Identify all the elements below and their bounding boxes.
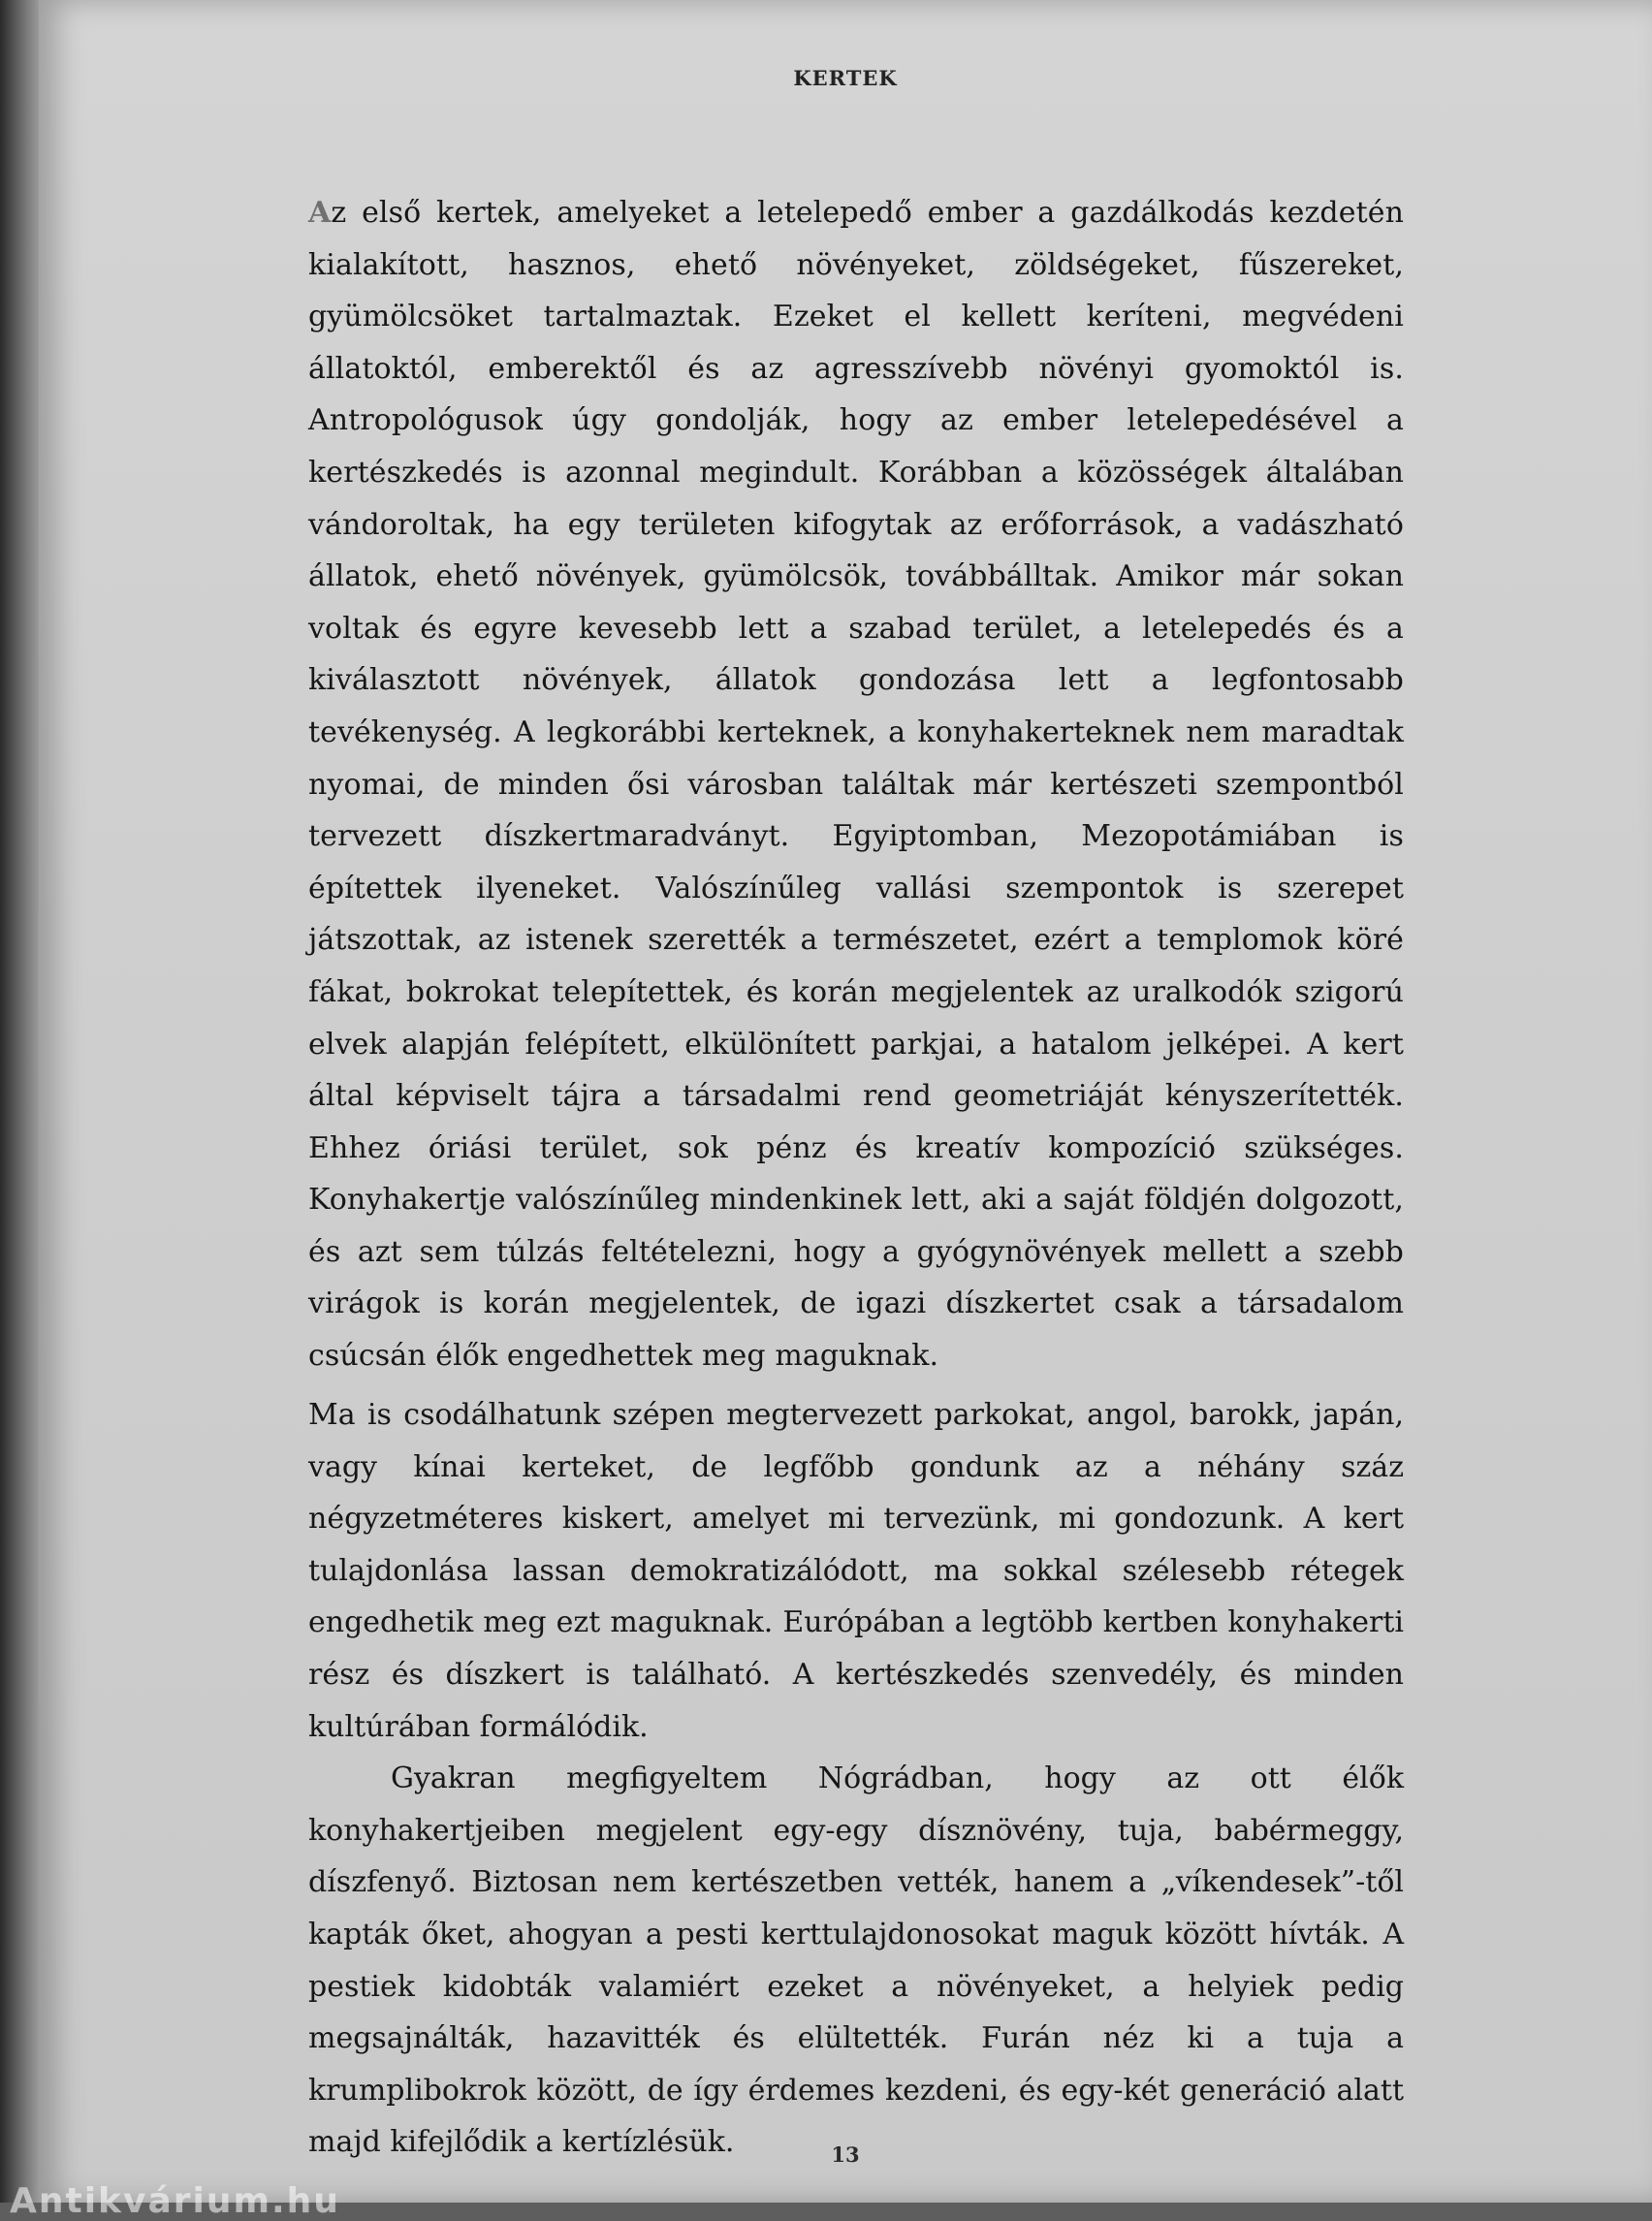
drop-initial: A — [308, 196, 332, 230]
paragraph-3: Gyakran megfigyeltem Nógrádban, hogy az ott élők konyhakertjeiben megjelent egy-egy dísznövény, tuja, babérmeggy, díszfenyő. Biztosan nem kertészetben vették, hanem a „víkendesek”-től kapták őket, ahogyan a pesti kerttulajdonosokat maguk között hívták. A pestiek kidobták valamiért ezeket a növényeket, a helyiek pedig megsajnálták, hazavitték és elültették. Furán néz ki a tuja a krumplibokrok között, de így érdemes kezdeni, és egy-két generáció alatt majd kifejlődik a kertízlésük. — [308, 1761, 1404, 2160]
book-page — [39, 0, 1652, 2203]
paragraph-group-2 — [308, 1389, 1404, 2169]
watermark: Antikvárium.hu — [10, 2181, 340, 2221]
paragraph-1-text: z első kertek, amelyeket a letelepedő ember a gazdálkodás kezdetén kialakított, hasznos, ehető növényeket, zöldségeket, fűszereket, gyümölcsöket tartalmaztak. Ezeket el kellett keríteni, megvédeni állatoktól, emberektől és az agresszívebb növényi gyomoktól is. Antropológusok úgy gondolják, hogy az ember letelepedésével a kertészkedés is azonnal megindult. Korábban a közösségek általában vándoroltak, ha egy területen kifogytak az erőforrások, a vadászható állatok, ehető növények, gyümölcsök, továbbálltak. Amikor már sokan voltak és egyre kevesebb lett a szabad terület, a letelepedés és a kiválasztott növények, állatok gondozása lett a legfontosabb tevékenység. A legkorábbi kerteknek, a konyhakerteknek nem maradtak nyomai, de minden ősi városban találtak már kertészeti szempontból tervezett díszkertmaradványt. Egyiptomban, Mezopotámiában is építettek ilyeneket. Valószínűleg vallási szempontok is szerepet játszottak, az istenek szerették a természetet, ezért a templomok köré fákat, bokrokat telepítettek, és korán megjelentek az uralkodók szigorú elvek alapján felépített, elkülönített parkjai, a hatalom jelképei. A kert által képviselt tájra a társadalmi rend geometriáját kényszerítették. Ehhez óriási terület, sok pénz és kreatív kompozíció szükséges. Konyhakertje valószínűleg mindenkinek lett, aki a saját földjén dolgozott, és azt sem túlzás feltételezni, hogy a gyógynövények mellett a szebb virágok is korán megjelentek, de igazi díszkertet csak a társadalom csúcsán élők engedhettek meg maguknak. — [308, 196, 1404, 1374]
paragraph-2: Ma is csodálhatunk szépen megtervezett parkokat, angol, barokk, japán, vagy kínai kerteket, de legfőbb gondunk az a néhány száz négyzetméteres kiskert, amelyet mi tervezünk, mi gondozunk. A kert tulajdonlása lassan demokratizálódott, ma sokkal szélesebb rétegek engedhetik meg ezt maguknak. Európában a legtöbb kertben konyhakerti rész és díszkert is található. A kertészkedés szenvedély, és minden kultúrában formálódik. — [308, 1398, 1404, 1744]
running-head: KERTEK — [793, 66, 898, 90]
page-number: 13 — [831, 2142, 860, 2167]
book-binding-shadow — [0, 0, 39, 2203]
paragraph-1 — [308, 187, 1404, 1382]
